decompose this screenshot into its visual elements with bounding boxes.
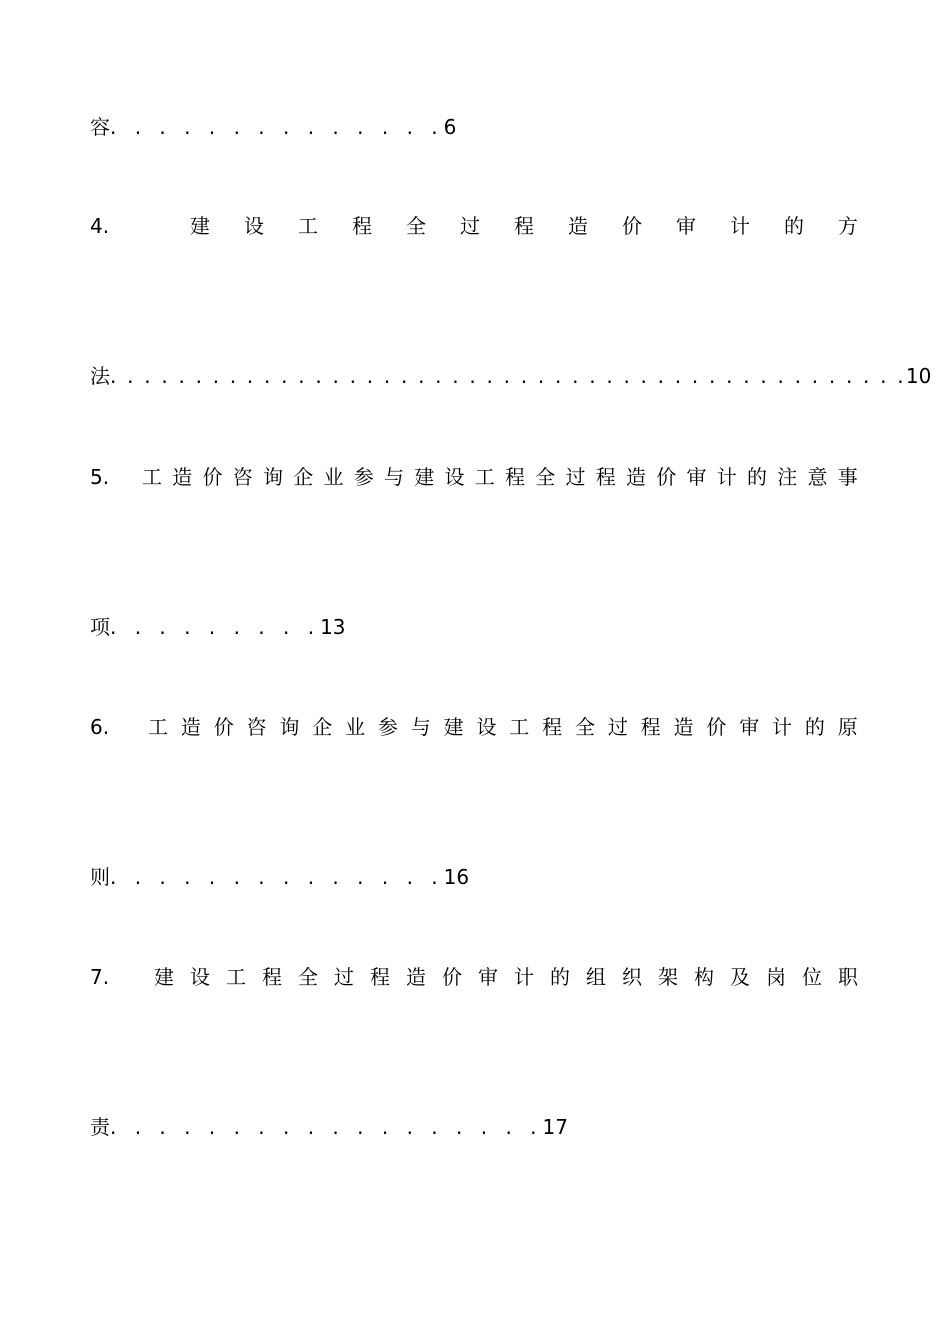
toc-page-number: 6 bbox=[443, 115, 457, 139]
toc-leader-dots: . . . . . . . . . . . . . . bbox=[110, 115, 444, 139]
title-char: 价 bbox=[202, 465, 223, 489]
toc-entry-number: 6. bbox=[90, 715, 110, 739]
title-char: 程 bbox=[262, 965, 282, 989]
title-char: 注 bbox=[777, 465, 798, 489]
title-char: 工 bbox=[474, 465, 495, 489]
title-char: 建 bbox=[414, 465, 435, 489]
title-char: 造 bbox=[172, 465, 193, 489]
toc-entry-tail-char: 责 bbox=[90, 1115, 110, 1139]
title-char: 价 bbox=[706, 715, 727, 739]
title-char: 意 bbox=[807, 465, 828, 489]
toc-page-number: 17 bbox=[542, 1115, 568, 1139]
title-char: 造 bbox=[626, 465, 646, 489]
title-char: 的 bbox=[550, 965, 570, 989]
title-char: 工 bbox=[226, 965, 246, 989]
title-char: 方 bbox=[838, 214, 858, 238]
title-char: 审 bbox=[478, 965, 498, 989]
toc-page-number: 16 bbox=[443, 865, 470, 889]
title-char: 的 bbox=[747, 465, 767, 489]
toc-entry-tail-char: 项 bbox=[90, 615, 110, 639]
title-char: 程 bbox=[514, 214, 534, 238]
title-char: 价 bbox=[442, 965, 462, 989]
toc-entry-title bbox=[190, 214, 858, 238]
toc-entry-7-tail[interactable] bbox=[90, 1115, 568, 1139]
title-char: 岗 bbox=[766, 965, 786, 989]
title-char: 计 bbox=[772, 715, 793, 739]
title-char: 原 bbox=[837, 715, 858, 739]
title-char: 程 bbox=[640, 715, 661, 739]
title-char: 程 bbox=[370, 965, 390, 989]
toc-entry-tail-char: 容 bbox=[90, 115, 110, 139]
title-char: 企 bbox=[293, 465, 314, 489]
toc-entry-number: 5. bbox=[90, 465, 110, 489]
toc-leader-dots: . . . . . . . . . . . . . . bbox=[110, 865, 444, 889]
title-char: 过 bbox=[607, 715, 628, 739]
title-char: 建 bbox=[443, 715, 464, 739]
toc-entry-number: 4. bbox=[90, 214, 110, 238]
title-char: 造 bbox=[406, 965, 426, 989]
toc-leader-dots: . . . . . . . . . bbox=[110, 615, 321, 639]
title-char: 审 bbox=[686, 465, 707, 489]
title-char: 设 bbox=[476, 715, 497, 739]
title-char: 建 bbox=[190, 214, 210, 238]
title-char: 全 bbox=[574, 715, 595, 739]
title-char: 造 bbox=[180, 715, 201, 739]
title-char: 价 bbox=[656, 465, 677, 489]
title-char: 设 bbox=[190, 965, 210, 989]
title-char: 询 bbox=[279, 715, 300, 739]
title-char: 参 bbox=[353, 465, 374, 489]
toc-entry-number: 7. bbox=[90, 965, 110, 989]
title-char: 参 bbox=[377, 715, 398, 739]
title-char: 过 bbox=[460, 214, 480, 238]
title-char: 与 bbox=[384, 465, 404, 489]
title-char: 咨 bbox=[232, 465, 253, 489]
title-char: 计 bbox=[716, 465, 737, 489]
title-char: 位 bbox=[802, 965, 822, 989]
title-char: 工 bbox=[509, 715, 530, 739]
title-char: 事 bbox=[837, 465, 858, 489]
title-char: 织 bbox=[622, 965, 642, 989]
title-char: 及 bbox=[730, 965, 750, 989]
toc-entry-title bbox=[154, 965, 858, 989]
toc-entry-5-tail[interactable] bbox=[90, 615, 346, 639]
title-char: 设 bbox=[444, 465, 465, 489]
title-char: 业 bbox=[323, 465, 344, 489]
title-char: 计 bbox=[514, 965, 534, 989]
title-char: 计 bbox=[730, 214, 750, 238]
title-char: 询 bbox=[263, 465, 283, 489]
title-char: 程 bbox=[352, 214, 372, 238]
toc-entry-3-tail[interactable] bbox=[90, 115, 456, 139]
title-char: 审 bbox=[676, 214, 696, 238]
title-char: 全 bbox=[406, 214, 426, 238]
toc-page-number: 13 bbox=[320, 615, 346, 639]
title-char: 程 bbox=[505, 465, 525, 489]
title-char: 工 bbox=[142, 465, 162, 489]
title-char: 过 bbox=[334, 965, 354, 989]
title-char: 构 bbox=[694, 965, 714, 989]
toc-entry-title bbox=[142, 465, 858, 489]
title-char: 工 bbox=[298, 214, 318, 238]
toc-entry-title bbox=[148, 715, 858, 739]
title-char: 的 bbox=[784, 214, 804, 238]
title-char: 过 bbox=[565, 465, 586, 489]
toc-entry-4-tail[interactable] bbox=[90, 364, 931, 388]
title-char: 全 bbox=[298, 965, 318, 989]
title-char: 企 bbox=[312, 715, 333, 739]
title-char: 审 bbox=[739, 715, 760, 739]
toc-entry-4-title[interactable] bbox=[90, 214, 858, 238]
title-char: 业 bbox=[345, 715, 366, 739]
title-char: 工 bbox=[148, 715, 168, 739]
title-char: 与 bbox=[410, 715, 431, 739]
toc-entry-6-tail[interactable] bbox=[90, 865, 469, 889]
title-char: 价 bbox=[213, 715, 234, 739]
title-char: 设 bbox=[244, 214, 264, 238]
title-char: 架 bbox=[658, 965, 678, 989]
toc-entry-5-title[interactable] bbox=[90, 465, 858, 489]
toc-leader-dots: . . . . . . . . . . . . . . . . . . . . . . . . . . . . . . . . . . . . . . . . . . . . . . . bbox=[110, 364, 906, 388]
title-char: 咨 bbox=[246, 715, 267, 739]
title-char: 建 bbox=[154, 965, 174, 989]
toc-entry-tail-char: 法 bbox=[90, 364, 110, 388]
toc-page-number: 10 bbox=[905, 364, 932, 388]
title-char: 价 bbox=[622, 214, 642, 238]
toc-leader-dots: . . . . . . . . . . . . . . . . . . bbox=[110, 1115, 543, 1139]
title-char: 程 bbox=[542, 715, 563, 739]
title-char: 组 bbox=[586, 965, 606, 989]
title-char: 的 bbox=[804, 715, 825, 739]
toc-entry-tail-char: 则 bbox=[90, 865, 110, 889]
toc-entry-7-title[interactable] bbox=[90, 965, 858, 989]
title-char: 全 bbox=[535, 465, 556, 489]
title-char: 造 bbox=[673, 715, 694, 739]
toc-entry-6-title[interactable] bbox=[90, 715, 858, 739]
title-char: 造 bbox=[568, 214, 588, 238]
title-char: 程 bbox=[595, 465, 616, 489]
title-char: 职 bbox=[838, 965, 858, 989]
